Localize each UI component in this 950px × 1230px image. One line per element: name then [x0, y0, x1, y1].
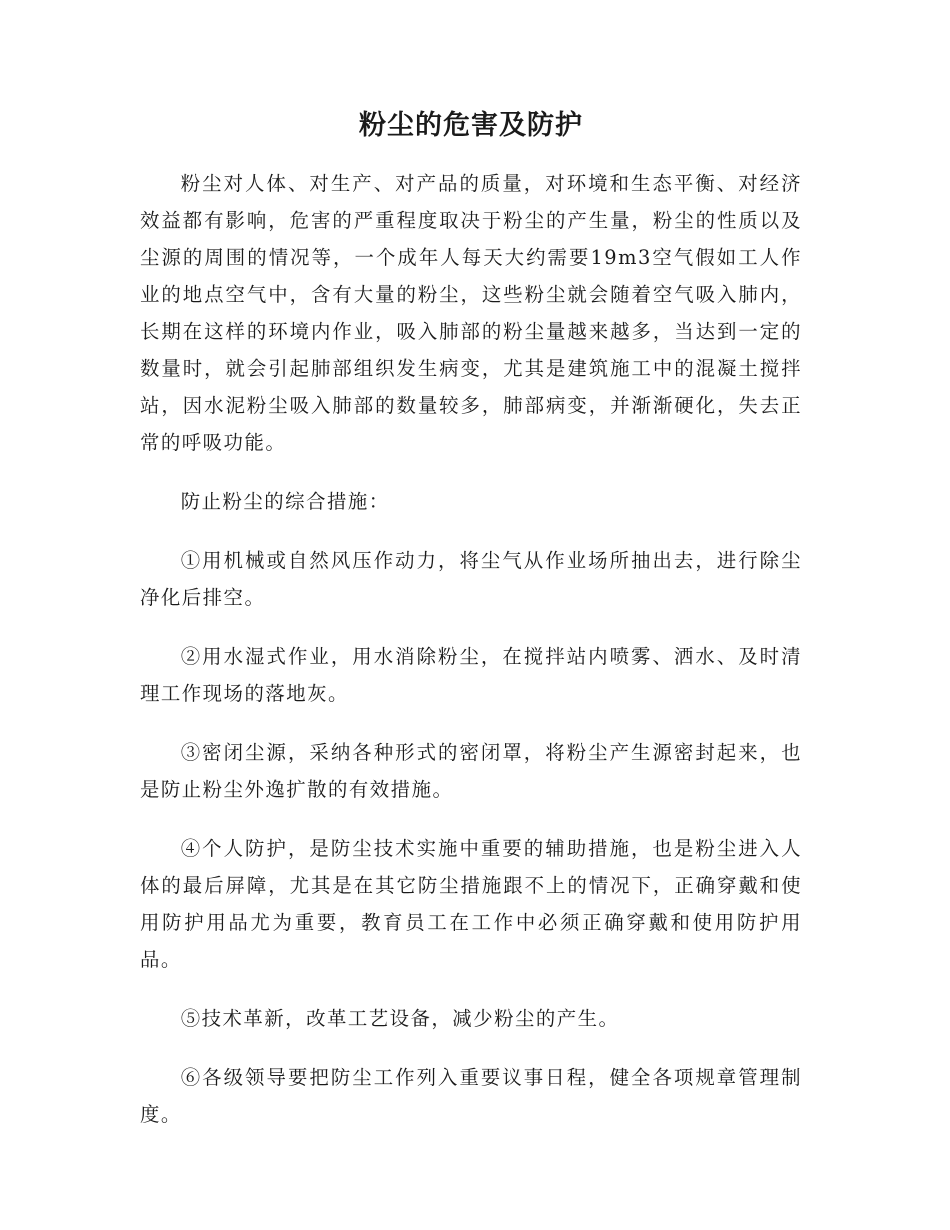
measure-item-3: ③密闭尘源，采纳各种形式的密闭罩，将粉尘产生源密封起来，也是防止粉尘外逸扩散的有效措施。 [140, 741, 802, 802]
measure-item-1: ①用机械或自然风压作动力，将尘气从作业场所抽出去，进行除尘净化后排空。 [140, 549, 802, 610]
measures-heading: 防止粉尘的综合措施： [180, 490, 390, 514]
intro-paragraph: 粉尘对人体、对生产、对产品的质量，对环境和生态平衡、对经济效益都有影响，危害的严重程度取决于粉尘的产生量，粉尘的性质以及尘源的周围的情况等，一个成年人每天大约需要19m3空气假如工人作业的地点空气中，含有大量的粉尘，这些粉尘就会随着空气吸入肺内，长期在这样的环境内作业，吸入肺部的粉尘量越来越多，当达到一定的数量时，就会引起肺部组织发生病变，尤其是建筑施工中的混凝土搅拌站，因水泥粉尘吸入肺部的数量较多，肺部病变，并渐渐硬化，失去正常的呼吸功能。 [140, 172, 802, 455]
measure-item-2: ②用水湿式作业，用水消除粉尘，在搅拌站内喷雾、洒水、及时清理工作现场的落地灰。 [140, 645, 802, 706]
measure-item-5: ⑤技术革新，改革工艺设备，减少粉尘的产生。 [180, 1007, 620, 1031]
document-page [140, 108, 802, 1155]
document-title: 粉尘的危害及防护 [359, 110, 583, 141]
measure-item-6: ⑥各级领导要把防尘工作列入重要议事日程，健全各项规章管理制度。 [140, 1066, 802, 1127]
measure-item-4: ④个人防护，是防尘技术实施中重要的辅助措施，也是粉尘进入人体的最后屏障，尤其是在其它防尘措施跟不上的情况下，正确穿戴和使用防护用品尤为重要，教育员工在工作中必须正确穿戴和使用防护用品。 [140, 837, 802, 972]
